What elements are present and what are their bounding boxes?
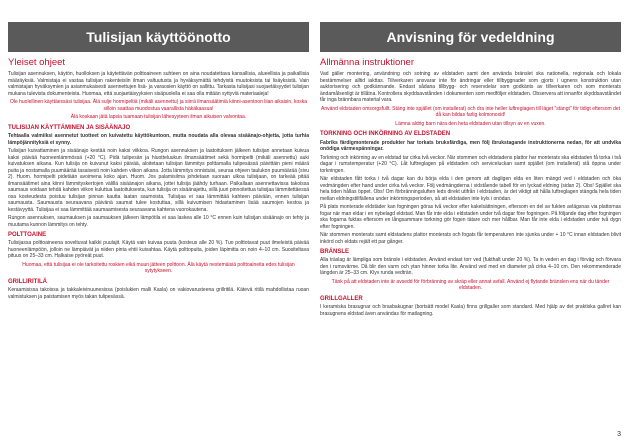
right-heading: Allmänna instruktioner bbox=[320, 57, 414, 68]
page-number: 3 bbox=[617, 431, 621, 438]
left-section2-warning: Huomaa, että tulisijaa ei ole tarkoitettu roskien eikä muun jätteen polttoon. Älä käytä nestemäisiä polttoaineita edes tulisijan sytytykseen. bbox=[22, 261, 295, 275]
right-title-banner: Anvisning för vedeldning bbox=[320, 22, 621, 52]
left-section2-text: Tulisijassa polttoaineena soveltuvat kaikki puulajit. Käytä vain kuivaa puuta (kosteus alle 20 %). Tuo polttotavat puut ilmeleistä päivää huoneenlämpöön, jolloin ne lämpiävät ja niiden pinta ehtii kuivahtaa. Käytä polttopuita, joiden läpimitta on noin 4–10 cm. Suositeltava pituus on 25–33 cm. Halkaise pyöreät puut. bbox=[8, 240, 309, 260]
left-column bbox=[8, 22, 309, 432]
right-column bbox=[320, 22, 621, 432]
right-intro: Vad gäller montering, användning och sotning av eldstaden samt den använda bränslet ska nationella, regionala och lokala bestämmelser alltid iakttas. Tillverkaren ansvarar inte för ändringar eller tillbyggnader som gjorts i ugnens konstruktion utan auktorisering och godkännande. Endast sådana tillbygg- och reservdelar som godkänts av tillverkaren och som monterats ändamålsenligt är tillåtna. Kontrollera skyddsavstånden i dokumenten som medföljer eldstaden. Observera att innanför skyddsavståndet får inga brännbara material vara. bbox=[320, 71, 621, 104]
left-section3-heading: GRILLIRITILÄ bbox=[8, 278, 47, 285]
left-title-banner: Tulisijan käyttöönotto bbox=[8, 22, 309, 52]
left-intro: Tulisijan asennuksen, käytön, huolloksen ja käytettävän polttoaineen suhteen on aina noudatettava kansallisia, alueellisia ja paikallisia määräyksiä. Valmistaja ei vastaa tulisijan rakenteisiin ilman valtuutusta ja hyväksymättä tehdyistä muutoksista tai lisäyksistä. Vain valmistajan hyväksymien ja asianmukaisesti asennettujen lisä- ja varaosien käyttö on sallittu. Tarkasta tulisijasi suojaetäisyydet tulisijan mukana tulevista dokumenteista. Huomaa, että suojaetäisyyksien sisäpuolella ei saa olla mitään syttyviä materiaaleja! bbox=[8, 71, 309, 97]
right-section1-bold: Fabriks färdigmonterade produkter har torkats bruksfärdiga, men följ ibrukstagande instruktionerna nedan, för att undvika onödiga värmespänningar. bbox=[320, 139, 621, 153]
right-section3-text: I keramiska brasugnar och brasbakugnar (bortsätt model Kasla) finns grillgaller som standard. Med hjälp av det praktiska gallret kan brasugnens eldstad även användas för matlagning. bbox=[320, 304, 621, 317]
right-warning-2: Lämna aldrig barn nära den heta eldstaden utan tillsyn av en vuxen. bbox=[395, 120, 546, 127]
right-section1-text: Torkning och inkörning av en eldstad tar cirka två veckor. När stommen och eldstadens plattor har monterats ska eldstaden få torka i två dagar i rumstemperatur (+20 °C). Låt luftreglagen på eldstaden och serviceluckan samt spjället (om installerat) stå öppna under torkningen. bbox=[320, 154, 621, 174]
right-section1-text3: På plats monterade eldstäder kan fogningen göras två veckor efter kakelsättningen, eftersom en del av fukten avlägsnas via plattornas fogar när man eldar i en nybelagd eldstad. Man får inte elda i eldstaden under två dagar före fogningen. På följande dag efter fogningen ska fogarna fuktas eftersom en långsammare torkning gör fogen tätare och mer hållbar. Man får inte elda i eldstaden under två dygn efter fogningen. bbox=[320, 204, 621, 230]
right-section2-heading: BRÄNSLE bbox=[320, 249, 350, 256]
left-warning-2: Älä koskaan jätä lapsia tuamaan tulisijan lähesyyteen ilman aikuisen valvontaa. bbox=[70, 114, 247, 121]
right-section1-heading: TORKNING OCH INKÖRNING AV ELDSTADEN bbox=[320, 131, 451, 138]
left-warning-1: Ole huolellinen käyttäessäsi tulisijaa. Älä sulje hormipeltiä (mikäli asennettu) ja siirrä ilmansäätimiä kiinni-asentoon liian aikaisin, koska silloin saattaa muodostua vaarallista häkäkaasua! bbox=[9, 99, 308, 112]
left-section1-heading: TULISIJAN KÄYTTÄMINEN JA SISÄÄNAJO bbox=[8, 124, 131, 131]
right-section1-text4: När stommen monterats samt eldstadens plattor monterats och fogats får temperaturen inte sjunka under + 10 °C innan eldstaden blivit inkörd och eldats rejält ett par gånger. bbox=[320, 232, 621, 245]
left-section3-text: Keraamisissa takoissa ja takkaleivinuunesissa (poislukien malli Kasla) on vakiovarusteena grillritilä. Kätevä ritilä mahdollistaa ruoan valmistuksen ja paistamisen myös takan tulipesässä. bbox=[8, 287, 309, 300]
left-heading: Yleiset ohjeet bbox=[8, 57, 66, 68]
right-section2-warning: Tänk på att eldstaden inte är avsedd för förbränning av skräp eller annat avfall. Använd ej flytande bränslen ens när du tänder eldstaden. bbox=[331, 278, 610, 292]
left-section1-text2: Rungon asennuksen, saumauksen ja saumauksen jälkeen lämpötila ei saa laskea alle 10 °C ennen kuin tulisijan sisäänajo on tehty ja muutama kunnon lämmitys on tehty. bbox=[8, 215, 309, 228]
right-section3-heading: GRILLGALLER bbox=[320, 295, 363, 302]
right-section1-text2: När eldstaden fått torka i två dagar kan du börja elda i den genom att dagligen elda en liten mängd ved i eldstaden och öka vedmängden efter hand under cirka två veckor. Följ vedmängderna i vidstående tabell för en lyckad eldning (sidan 2). Obs! Spjället ska hela tiden hållas öppet. Obs! Om förbränningsluften leds direkt utifrån i eldstaden, är det viktigt att hålla luftreglagen stängda hela tiden mellan eldningstillfällena under inkörningsperioden, så att eldstaden inte kyls i onödan. bbox=[320, 176, 621, 202]
left-section1-bold: Tehtaalla valmiiksi asennetut tuotteet on kuivatettu käyttökuntoon, mutta noudata alla olevaa sisäänajo-ohjetta, jotta turhia lämpöjännityksiä ei synny. bbox=[8, 133, 309, 146]
left-section2-heading: POLTTOAINE bbox=[8, 232, 47, 239]
right-warning-1: Använd eldstaden omsorgsfullt. Stäng inte spjället (om installerat) och dra inte heller luftreglagen till läget "stängt" för tidigt eftersom det då kan bildas farlig kolmonoxid! bbox=[321, 105, 620, 119]
right-section2-text: Alla träslag är lämpliga som bränsle i eldstaden. Använd endast torr ved (fukthalt under 20 %). Ta in veden en dag i förväg och förvara den i rumsvärme. Då blir den varm och ytan hinner torka lite. Använd ved med en diameter på cirka 4–10 cm. Den rekommenderade längden är 25–33 cm. Klyv runda vedträn. bbox=[320, 257, 621, 277]
left-section1-text: Tulisijan kuivattaminen ja sisäänajo kestää noin kaksi viikkoa. Rungon asennuksen ja laatoituksen jälkeen tulisijan annetaan kuivua kaksi päivää huoneenlämmössä (+20 °C). Pidä tulipesän ja hiuotteluukun ilmansäätimet sekä hormipelti (mikäli asennettu) auki kuivatuksen aikana. Kun tulisija on kuivunut kaksi päivää, aloitetaan tulisijan lämmitys polttamalla tulipesässä päivittäin pieni määrä puita ja nostamalla puumäärää tasaisesti noin kahden viikon aikana. Jotta lämmitys onnistuisi, seuraa ohjeen taulukon puumäärää (sivu 2). Huom. hormipelti pidetään avoimena koko ajan. Huom. Jos palamisilma johdetaan suoraan ulkoa tulisijaan, on tarkeää pitää ilmansäätimet aina kiinni lämmityskertojen välillä sisäänajon aikana, jottei tulisija jäähdy turhaan. Paikallaan asennettavissa takoissa saumaus voidaan tehdä kahden viikon kuluttua laatoituksesta, kun tulisija on sisäänajettu, sillä juuri pinnoitettua tulisijaa lämmitettäessä osa kosteudesta poistuu tulisijan pinnan kautta laatan saumoista. Tulisijaa ei saa lämmittää kahteen päivään, ennen tulisijan saumausta. Saumausta seuraavana päivänä saumat tulee kostuttaa, sillä kuivumisen hidastaminen lisää saumojen kestoa ja kestävyyttä. Tulisijaa ei saa lämmittää saumaamisesta seuraavana kahtena vuorokautena. bbox=[8, 148, 309, 213]
